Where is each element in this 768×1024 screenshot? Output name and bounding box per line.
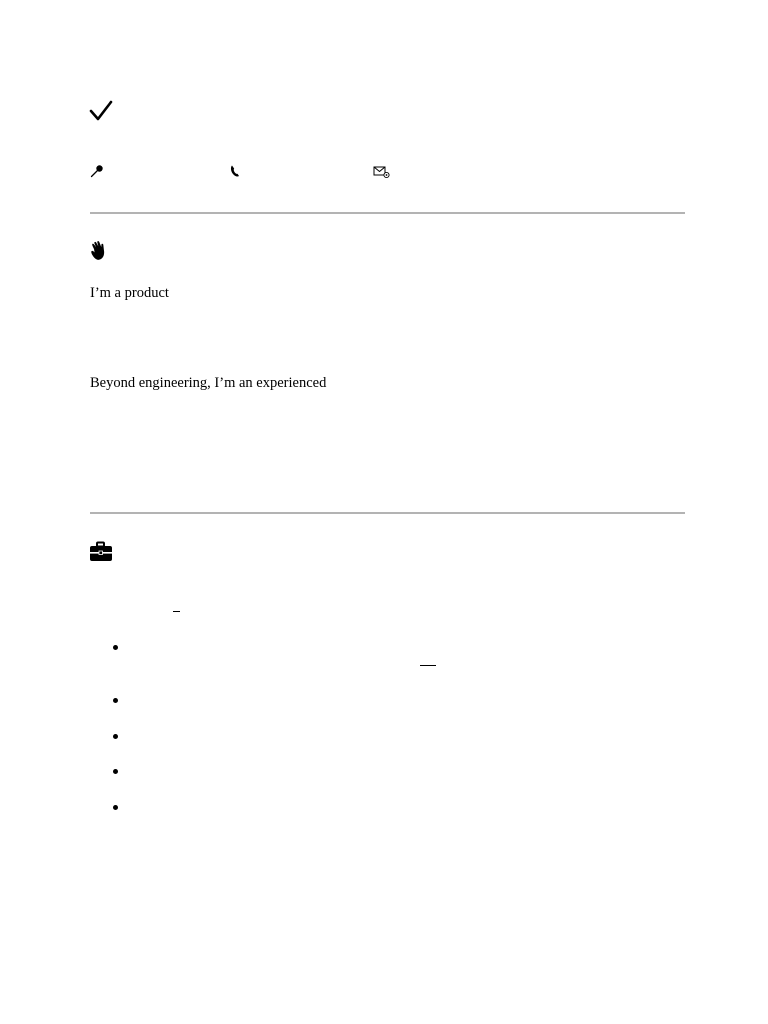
email-icon [373, 165, 391, 179]
section-divider [90, 512, 685, 514]
list-item [113, 805, 118, 810]
list-item [113, 698, 118, 703]
section-divider [90, 212, 685, 214]
phone-icon [229, 164, 241, 178]
about-paragraph-1: I’m a product [90, 285, 169, 301]
briefcase-icon [89, 541, 113, 563]
pin-icon [90, 164, 104, 178]
list-item [113, 734, 118, 739]
date-separator [173, 611, 180, 612]
list-item [113, 769, 118, 774]
checkmark-icon [89, 99, 113, 123]
about-paragraph-2: Beyond engineering, I’m an experienced [90, 375, 327, 391]
em-dash [420, 665, 436, 666]
list-item [113, 645, 118, 650]
waving-hand-icon [89, 240, 111, 262]
